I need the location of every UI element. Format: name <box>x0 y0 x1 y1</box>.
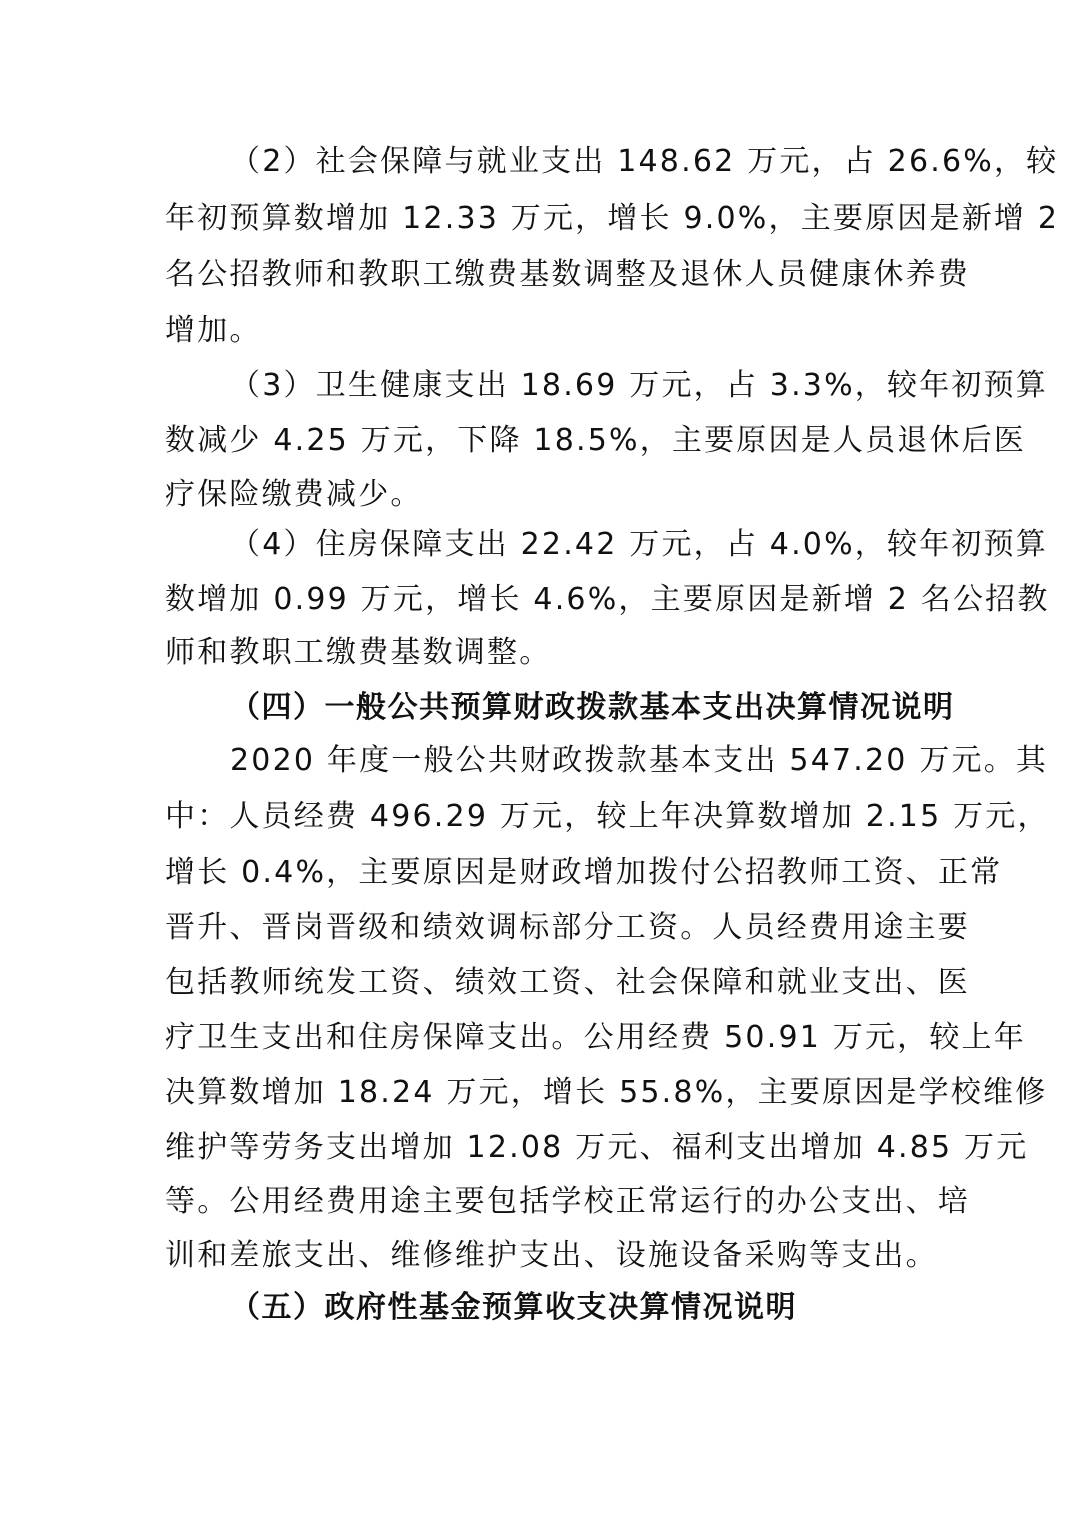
paragraph-3-line-3: 疗保险缴费减少。 <box>165 477 423 512</box>
paragraph-4-line-3: 师和教职工缴费基数调整。 <box>165 635 552 670</box>
paragraph-5-line-5: 包括教师统发工资、绩效工资、社会保障和就业支出、医 <box>165 965 970 1000</box>
paragraph-2-line-4: 增加。 <box>165 313 262 348</box>
paragraph-2-line-1: （2）社会保障与就业支出 148.62 万元，占 26.6%，较 <box>230 144 1059 179</box>
section-heading-5: （五）政府性基金预算收支决算情况说明 <box>230 1290 797 1325</box>
paragraph-3-line-2: 数减少 4.25 万元，下降 18.5%，主要原因是人员退休后医 <box>165 423 1027 458</box>
paragraph-5-line-8: 维护等劳务支出增加 12.08 万元、福利支出增加 4.85 万元 <box>165 1130 1029 1165</box>
paragraph-5-line-10: 训和差旅支出、维修维护支出、设施设备采购等支出。 <box>165 1238 938 1273</box>
paragraph-5-line-3: 增长 0.4%，主要原因是财政增加拨付公招教师工资、正常 <box>165 855 1003 890</box>
section-heading-4: （四）一般公共预算财政拨款基本支出决算情况说明 <box>230 690 955 725</box>
paragraph-4-line-2: 数增加 0.99 万元，增长 4.6%，主要原因是新增 2 名公招教 <box>165 582 1050 617</box>
paragraph-2-line-3: 名公招教师和教职工缴费基数调整及退休人员健康休养费 <box>165 257 970 292</box>
paragraph-5-line-4: 晋升、晋岗晋级和绩效调标部分工资。人员经费用途主要 <box>165 910 970 945</box>
paragraph-5-line-2: 中：人员经费 496.29 万元，较上年决算数增加 2.15 万元， <box>165 799 1050 834</box>
paragraph-5-line-6: 疗卫生支出和住房保障支出。公用经费 50.91 万元，较上年 <box>165 1020 1026 1055</box>
paragraph-4-line-1: （4）住房保障支出 22.42 万元，占 4.0%，较年初预算 <box>230 527 1048 562</box>
paragraph-3-line-1: （3）卫生健康支出 18.69 万元，占 3.3%，较年初预算 <box>230 368 1048 403</box>
paragraph-5-line-1: 2020 年度一般公共财政拨款基本支出 547.20 万元。其 <box>230 743 1049 778</box>
paragraph-2-line-2: 年初预算数增加 12.33 万元，增长 9.0%，主要原因是新增 2 <box>165 201 1060 236</box>
paragraph-5-line-9: 等。公用经费用途主要包括学校正常运行的办公支出、培 <box>165 1184 970 1219</box>
paragraph-5-line-7: 决算数增加 18.24 万元，增长 55.8%，主要原因是学校维修 <box>165 1075 1048 1110</box>
